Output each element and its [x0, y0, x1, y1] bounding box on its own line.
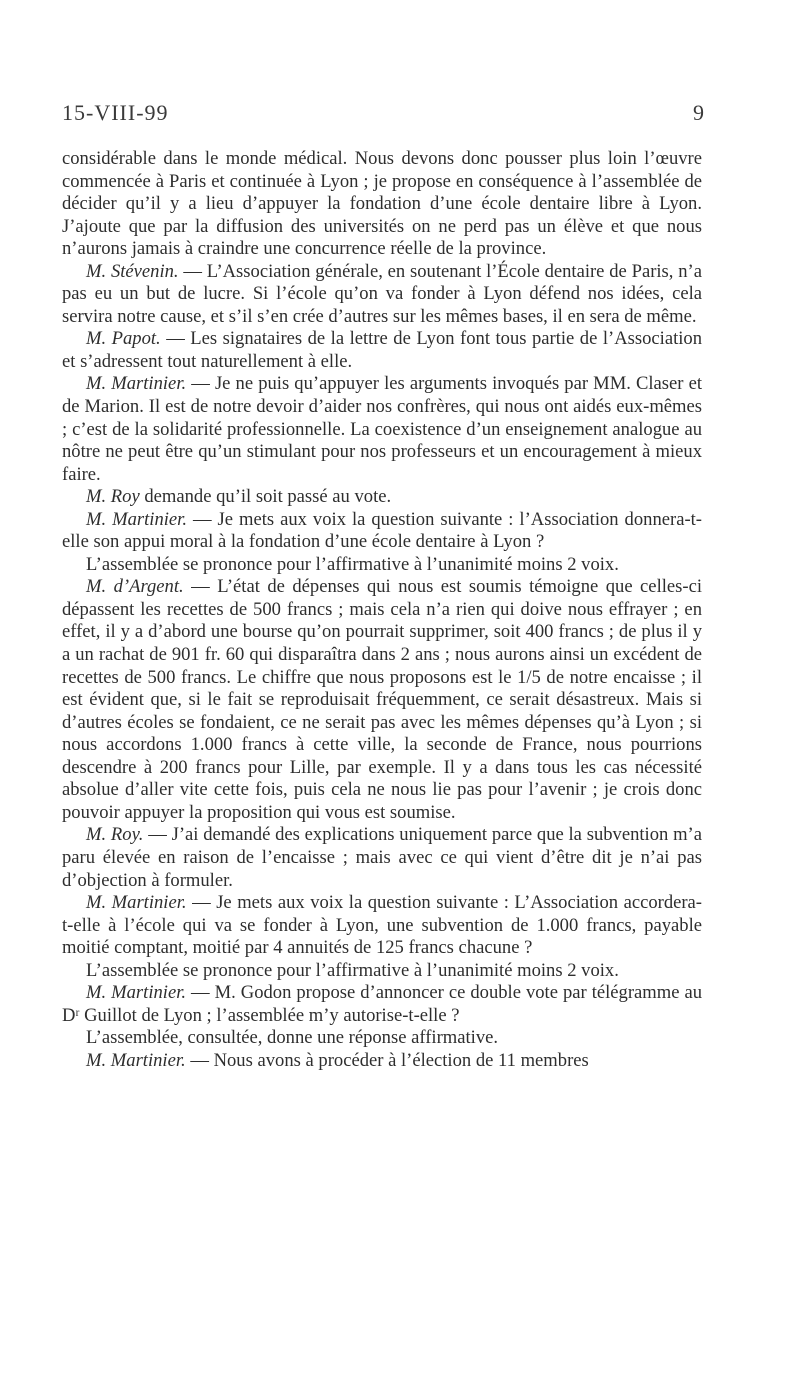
body-text: [62, 148, 702, 1072]
speaker-name: M. Papot.: [86, 328, 167, 350]
speaker-name: M. Martinier.: [86, 373, 192, 395]
paragraph-text: — Les signataires de la lettre de Lyon font tous partie de l’Association et s’adressent tout naturellement à elle.: [62, 328, 703, 372]
paragraph-text: L’assemblée se prononce pour l’affirmative à l’unanimité moins 2 voix.: [86, 553, 619, 575]
paragraph: [62, 486, 702, 509]
paragraph: [62, 824, 702, 892]
running-header: [62, 100, 704, 136]
paragraph: [62, 328, 702, 373]
paragraph: [62, 148, 702, 261]
paragraph-text: — L’état de dépenses qui nous est soumis témoigne que celles-ci dépassent les recettes de 500 francs ; mais cela n’a rien qui doive nous effrayer ; en effet, il y a d’abord une bourse qu’on pourrait supprimer, soit 400 francs ; de plus il y a un rachat de 901 fr. 60 qui disparaîtra dans 2 ans ; nous aurons ainsi un excédent de recettes de 500 francs. Le chiffre que nous proposons est le 1/5 de notre encaisse ; il est évident que, si le fait se reproduisait fréquemment, ce serait désastreux. Mais si d’autres écoles se fondaient, ce ne serait pas avec les mêmes dépenses qu’à Lyon ; si nous accordons 1.000 francs à cette ville, la seconde de France, nous pourrions descendre à 200 francs pour Lille, par exemple. Il y a dans tous les cas nécessité absolue d’aller vite cette fois, puis cela ne nous lie pas pour l’avenir ; je crois donc pouvoir appuyer la proposition qui vous est soumise.: [62, 576, 702, 823]
paragraph-text: considérable dans le monde médical. Nous devons donc pousser plus loin l’œuvre commencée à Paris et continuée à Lyon ; je propose en conséquence à l’assemblée de décider qu’il y a lieu d’appuyer la fondation d’une école dentaire libre à Lyon. J’ajoute que par la diffusion des universités on ne perd pas un élève et que nous n’aurons jamais à craindre une concurrence réelle de la province.: [62, 148, 702, 260]
speaker-name: M. Stévenin.: [86, 260, 184, 282]
paragraph: [62, 576, 702, 824]
paragraph-text: — L’Association générale, en soutenant l’École dentaire de Paris, n’a pas eu un but de lucre. Si l’école qu’on va fonder à Lyon défend nos idées, cela servira notre cause, et s’il s’en crée d’autres sur les mêmes bases, il en sera de même.: [62, 260, 702, 327]
paragraph: [62, 1050, 702, 1073]
speaker-name: M. Martinier.: [86, 892, 193, 914]
speaker-name: M. Roy: [86, 486, 145, 508]
paragraph-text: demande qu’il soit passé au vote.: [144, 486, 392, 508]
speaker-name: M. Martinier.: [86, 1049, 191, 1071]
paragraph: [62, 261, 702, 329]
paragraph-text: — Je mets aux voix la question suivante : L’Association accordera-t-elle à l’école qui va se fonder à Lyon, une subvention de 1.000 francs, payable moitié comptant, moitié par 4 annuités de 125 francs chacune ?: [62, 892, 703, 959]
paragraph: [62, 509, 702, 554]
speaker-name: M. Roy.: [86, 824, 149, 846]
paragraph-text: — M. Godon propose d’annoncer ce double vote par télégramme au Dʳ Guillot de Lyon ; l’assemblée m’y autorise-t-elle ?: [62, 982, 702, 1026]
paragraph-text: L’assemblée se prononce pour l’affirmative à l’unanimité moins 2 voix.: [86, 959, 619, 981]
paragraph-text: — Je mets aux voix la question suivante : l’Association donnera-t-elle son appui moral à la fondation d’une école dentaire à Lyon ?: [62, 508, 702, 553]
paragraph-text: L’assemblée, consultée, donne une réponse affirmative.: [86, 1027, 499, 1049]
paragraph: [62, 554, 702, 577]
paragraph: [62, 960, 702, 983]
paragraph: [62, 1027, 702, 1050]
speaker-name: M. d’Argent.: [86, 576, 192, 598]
paragraph-text: — Je ne puis qu’appuyer les arguments invoqués par MM. Claser et de Marion. Il est de notre devoir d’aider nos confrères, qui nous ont aidés eux-mêmes ; c’est de la solidarité professionnelle. La coexistence d’un enseignement analogue au nôtre ne peut être qu’un stimulant pour nos professeurs et un encouragement à mieux faire.: [62, 373, 703, 485]
page-number: 9: [693, 100, 704, 125]
paragraph-text: — J’ai demandé des explications uniquement parce que la subvention m’a paru élevée en raison de l’encaisse ; mais avec ce qui vient d’être dit je n’ai pas d’objection à formuler.: [62, 824, 702, 891]
paragraph: [62, 982, 702, 1027]
paragraph: [62, 892, 702, 960]
paragraph: [62, 373, 702, 486]
folio-date: 15-VIII-99: [62, 100, 169, 125]
speaker-name: M. Martinier.: [86, 508, 193, 530]
paragraph-text: — Nous avons à procéder à l’élection de 11 membres: [190, 1049, 589, 1071]
speaker-name: M. Martinier.: [86, 982, 192, 1004]
